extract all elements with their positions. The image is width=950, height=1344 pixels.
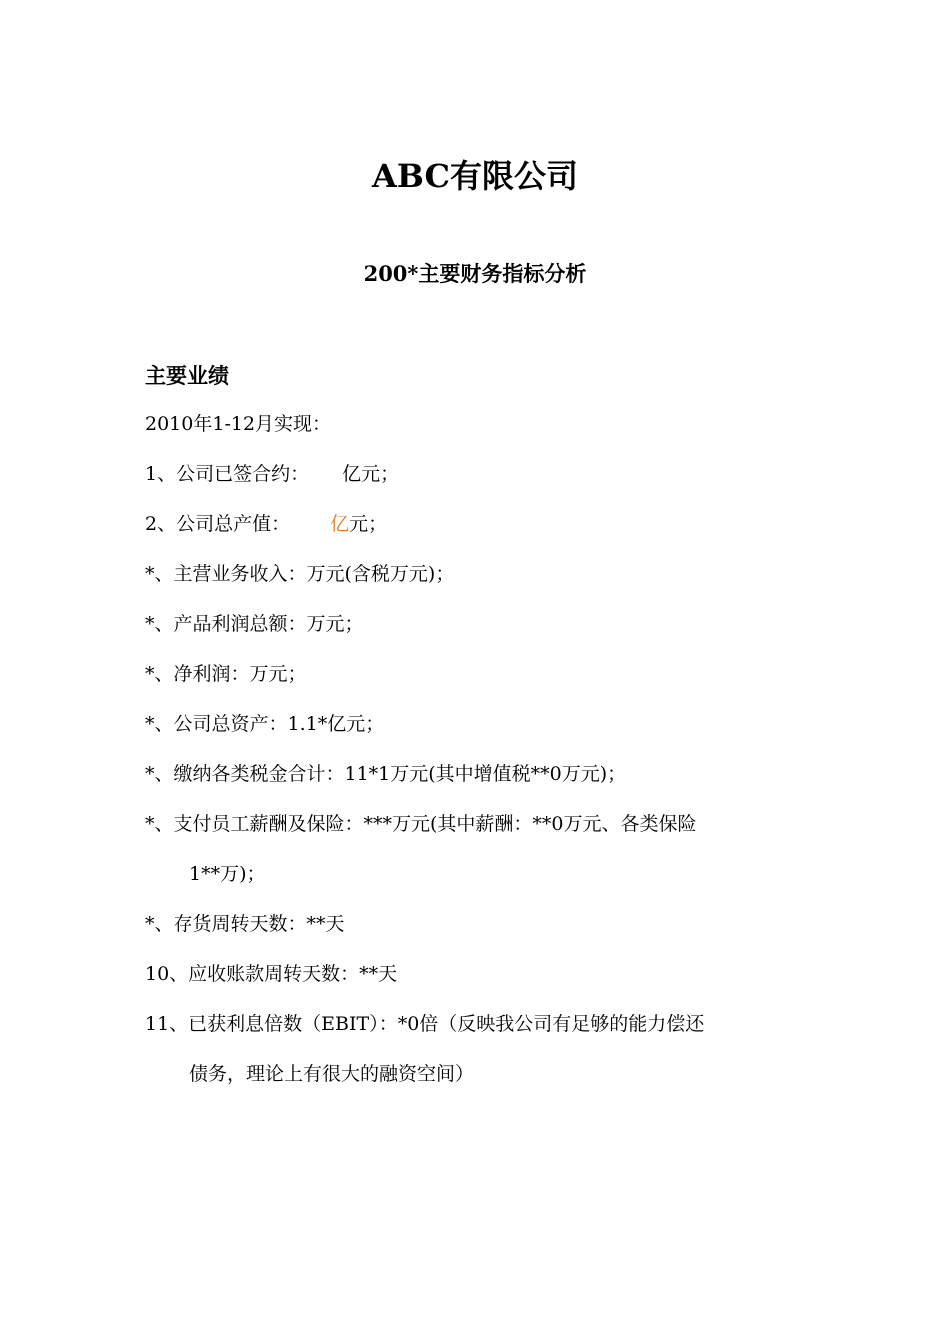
- item-total-output: [145, 508, 810, 540]
- item-salary-line2: 1**万)；: [189, 863, 266, 885]
- item-revenue: *、主营业务收入：万元(含税万元)；: [145, 563, 455, 585]
- item-receivable-days: 10、应收账款周转天数：**天: [145, 963, 398, 985]
- performance-list: [145, 408, 810, 1108]
- item-output-highlight: 亿: [330, 513, 350, 535]
- item-signed-unit: 亿元；: [342, 463, 400, 485]
- item-net-profit: *、净利润：万元；: [145, 663, 307, 685]
- intro-line: 2010年1-12月实现：: [145, 413, 332, 435]
- item-salary-line1: *、支付员工薪酬及保险：***万元(其中薪酬：**0万元、各类保险: [145, 813, 697, 835]
- item-total-assets: *、公司总资产：1.1*亿元；: [145, 713, 385, 735]
- item-interest-line1: 11、已获利息倍数（EBIT）：*0倍（反映我公司有足够的能力偿还: [145, 1013, 705, 1035]
- item-signed-contracts: [145, 458, 810, 490]
- report-title: 200*主要财务指标分析: [363, 261, 587, 286]
- item-inventory-days: *、存货周转天数：**天: [145, 913, 345, 935]
- item-salary: [145, 808, 810, 890]
- company-title: ABC有限公司: [372, 157, 578, 195]
- item-output-prefix: 2、公司总产值：: [145, 513, 291, 535]
- item-profit-total: *、产品利润总额：万元；: [145, 613, 364, 635]
- item-interest-line2: 债务，理论上有很大的融资空间）: [189, 1063, 475, 1085]
- item-interest-coverage: [145, 1008, 810, 1090]
- item-taxes: *、缴纳各类税金合计：11*1万元(其中增值税**0万元)；: [145, 763, 627, 785]
- section-heading: 主要业绩: [145, 363, 229, 388]
- item-signed-prefix: 1、公司已签合约：: [145, 463, 310, 485]
- item-output-suffix: 元；: [349, 513, 388, 535]
